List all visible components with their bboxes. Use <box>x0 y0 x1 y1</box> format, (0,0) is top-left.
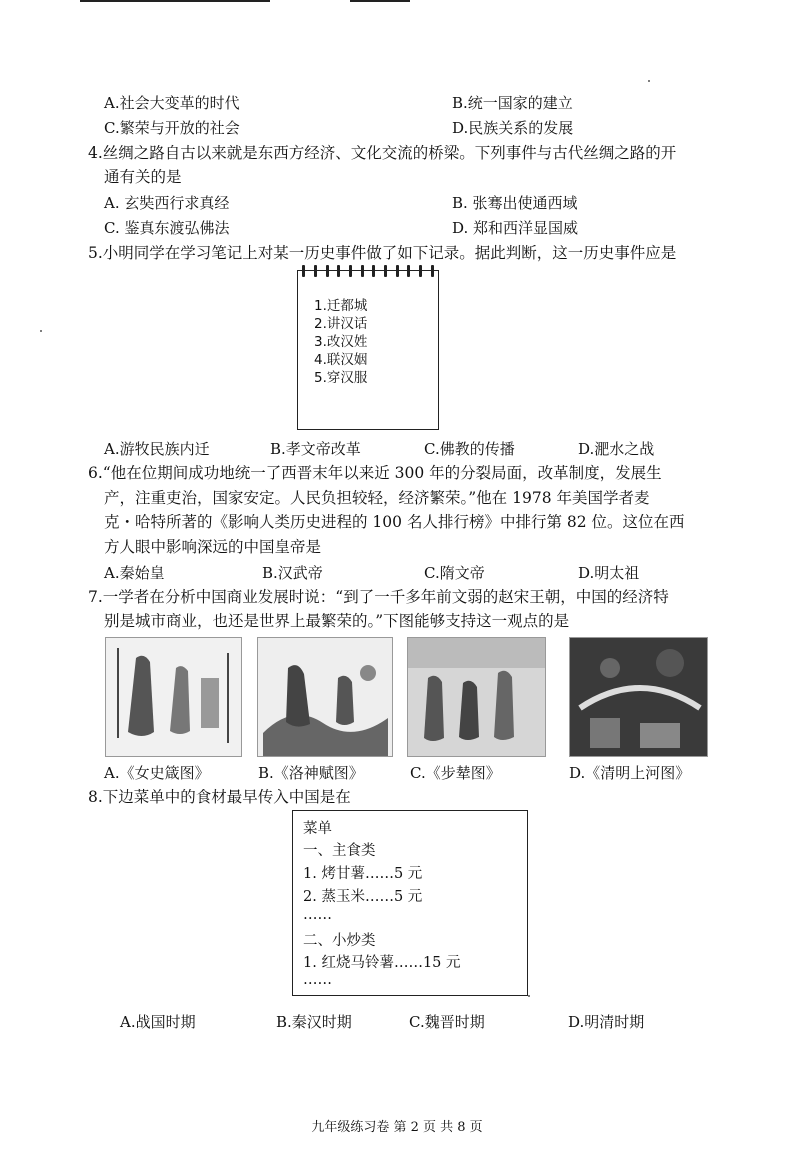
q4-option-c: C. 鉴真东渡弘佛法 <box>104 219 230 237</box>
q5-stem: 5.小明同学在学习笔记上对某一历史事件做了如下记录。据此判断，这一历史事件应是 <box>88 244 677 262</box>
note-item: 2.讲汉话 <box>314 316 368 332</box>
q3-option-b: B.统一国家的建立 <box>452 94 573 112</box>
q7-option-c: C.《步辇图》 <box>410 764 501 782</box>
q7-stem-cont: 别是城市商业，也还是世界上最繁荣的。”下图能够支持这一观点的是 <box>104 612 570 630</box>
header-rule <box>350 0 410 2</box>
painting-nushi-zhen-image <box>105 637 242 757</box>
q6-option-c: C.隋文帝 <box>424 564 485 582</box>
study-notepad <box>297 270 439 430</box>
menu-item: 1. 烤甘薯……5 元 <box>303 866 423 882</box>
q4-stem: 4.丝绸之路自古以来就是东西方经济、文化交流的桥梁。下列事件与古代丝绸之路的开 <box>88 144 677 162</box>
header-rule <box>80 0 270 2</box>
q4-option-b: B. 张骞出使通西域 <box>452 194 578 212</box>
menu-section: 一、主食类 <box>303 843 376 859</box>
scan-speck <box>528 995 530 997</box>
painting-luoshen-image <box>257 637 393 757</box>
q7-stem: 7.一学者在分析中国商业发展时说：“到了一千多年前文弱的赵宋王朝，中国的经济特 <box>88 588 669 606</box>
q5-option-b: B.孝文帝改革 <box>270 440 361 458</box>
notepad-spiral <box>298 265 438 279</box>
menu-item: 1. 红烧马铃薯……15 元 <box>303 955 461 971</box>
q7-option-a: A.《女史箴图》 <box>104 764 210 782</box>
notepad-list <box>314 297 367 387</box>
painting-bunian-image <box>407 637 546 757</box>
q7-option-d: D.《清明上河图》 <box>569 764 691 782</box>
scan-speck <box>648 80 650 82</box>
menu-box <box>292 810 528 996</box>
painting-qingming-image <box>569 637 708 757</box>
q5-option-c: C.佛教的传播 <box>424 440 515 458</box>
q3-option-a: A.社会大变革的时代 <box>104 94 240 112</box>
note-item: 3.改汉姓 <box>314 334 368 350</box>
q5-option-a: A.游牧民族内迁 <box>104 440 210 458</box>
scan-speck <box>40 330 42 332</box>
q8-option-a: A.战国时期 <box>120 1013 196 1031</box>
q6-stem: 6.“他在位期间成功地统一了西晋末年以来近 300 年的分裂局面，改革制度，发展生 <box>88 464 662 482</box>
q7-option-b: B.《洛神赋图》 <box>258 764 364 782</box>
note-item: 1.迁都城 <box>314 298 368 314</box>
q6-stem-cont: 产，注重吏治，国家安定。人民负担较轻，经济繁荣。”他在 1978 年美国学者麦 <box>104 489 650 507</box>
q3-option-d: D.民族关系的发展 <box>452 119 574 137</box>
menu-ellipsis: …… <box>303 907 332 923</box>
q8-option-d: D.明清时期 <box>568 1013 645 1031</box>
q4-option-d: D. 郑和西洋显国威 <box>452 219 579 237</box>
q6-stem-cont: 克・哈特所著的《影响人类历史进程的 100 名人排行榜》中排行第 82 位。这位在西 <box>104 513 685 531</box>
q8-stem: 8.下边菜单中的食材最早传入中国是在 <box>88 788 351 806</box>
q5-option-d: D.淝水之战 <box>578 440 655 458</box>
q4-stem-cont: 通有关的是 <box>104 168 182 186</box>
page-footer: 九年级练习卷 第 2 页 共 8 页 <box>311 1120 483 1135</box>
q6-option-b: B.汉武帝 <box>262 564 323 582</box>
menu-section: 二、小炒类 <box>303 933 376 949</box>
q8-option-b: B.秦汉时期 <box>276 1013 352 1031</box>
note-item: 4.联汉姻 <box>314 352 368 368</box>
menu-item: 2. 蒸玉米……5 元 <box>303 889 423 905</box>
q6-option-d: D.明太祖 <box>578 564 640 582</box>
q6-stem-cont: 方人眼中影响深远的中国皇帝是 <box>104 538 322 556</box>
menu-title: 菜单 <box>303 821 332 837</box>
menu-ellipsis: …… <box>303 972 332 988</box>
q6-option-a: A.秦始皇 <box>104 564 165 582</box>
q4-option-a: A. 玄奘西行求真经 <box>104 194 230 212</box>
q3-option-c: C.繁荣与开放的社会 <box>104 119 240 137</box>
q8-option-c: C.魏晋时期 <box>409 1013 485 1031</box>
note-item: 5.穿汉服 <box>314 370 368 386</box>
